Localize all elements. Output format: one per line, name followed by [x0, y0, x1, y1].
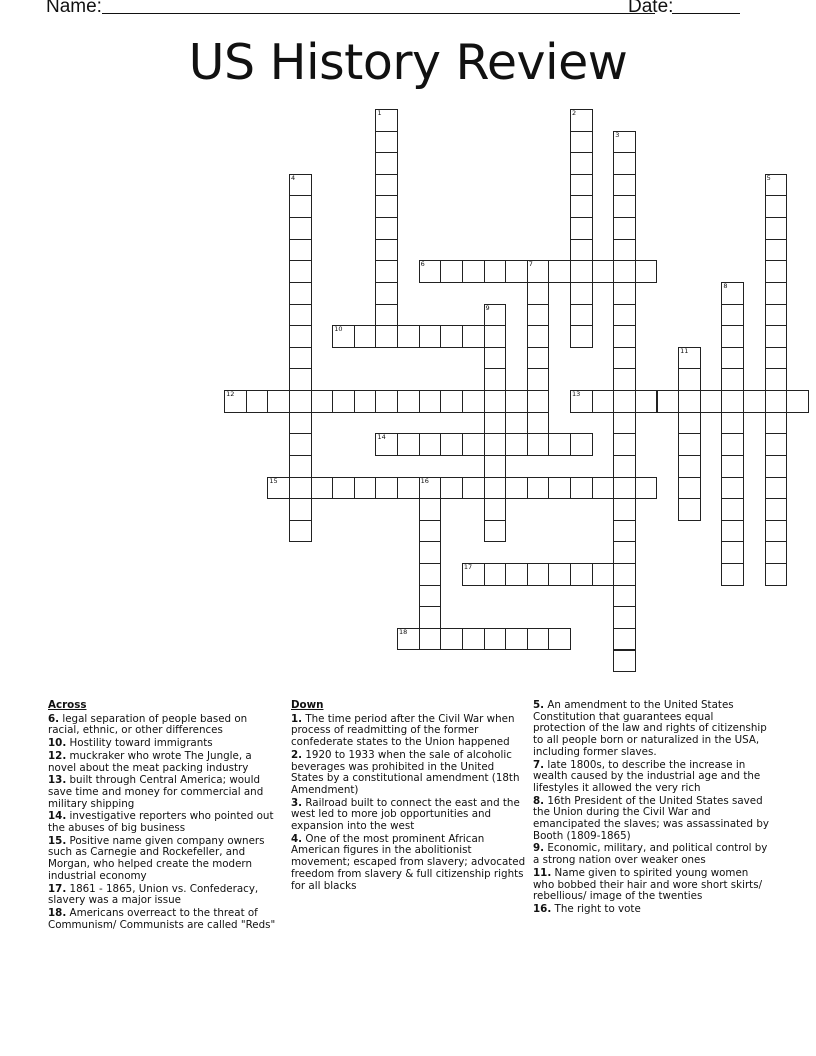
clue-text: 1920 to 1933 when the sale of alcoholic beverages was prohibited in the United States by a constitutional amendment (18th Amendment) [291, 748, 520, 796]
clue-number: 11 [680, 346, 689, 355]
grid-cell[interactable] [613, 325, 636, 348]
clue-number: 16 [420, 476, 429, 485]
clue-text: One of the most prominent African American figures in the abolitionist movement; escaped from slavery; advocated freedom from slavery & full citizenship rights for all blacks [291, 832, 526, 892]
grid-cell[interactable] [419, 390, 442, 413]
grid-cell[interactable] [375, 282, 398, 305]
grid-cell[interactable] [613, 412, 636, 435]
grid-cell[interactable] [332, 325, 355, 348]
grid-cell[interactable] [419, 325, 442, 348]
grid-cell[interactable] [613, 152, 636, 175]
grid-cell[interactable] [527, 368, 550, 391]
grid-cell[interactable] [289, 390, 312, 413]
grid-cell[interactable] [570, 325, 593, 348]
grid-cell[interactable] [678, 390, 701, 413]
grid-cell[interactable] [635, 260, 658, 283]
grid-cell[interactable] [419, 498, 442, 521]
grid-cell[interactable] [375, 260, 398, 283]
grid-cell[interactable] [613, 239, 636, 262]
clue-item [291, 750, 527, 797]
grid-cell[interactable] [375, 152, 398, 175]
grid-cell[interactable] [440, 260, 463, 283]
clue-number: 18. [48, 906, 67, 919]
grid-cell[interactable] [721, 368, 744, 391]
grid-cell[interactable] [311, 477, 334, 500]
grid-cell[interactable] [786, 390, 809, 413]
grid-cell[interactable] [375, 195, 398, 218]
clue-item [48, 836, 280, 883]
grid-cell[interactable] [678, 498, 701, 521]
grid-cell[interactable] [613, 174, 636, 197]
grid-cell[interactable] [375, 477, 398, 500]
grid-cell[interactable] [765, 563, 788, 586]
grid-cell[interactable] [765, 174, 788, 197]
grid-cell[interactable] [678, 368, 701, 391]
grid-cell[interactable] [419, 628, 442, 651]
clue-number: 8. [533, 794, 545, 807]
grid-cell[interactable] [375, 174, 398, 197]
grid-cell[interactable] [289, 347, 312, 370]
clue-item [48, 738, 280, 750]
grid-cell[interactable] [657, 390, 680, 413]
grid-cell[interactable] [332, 390, 355, 413]
grid-cell[interactable] [570, 433, 593, 456]
grid-cell[interactable] [484, 628, 507, 651]
grid-cell[interactable] [613, 628, 636, 651]
grid-cell[interactable] [765, 239, 788, 262]
clue-number: 3 [615, 130, 620, 139]
grid-cell[interactable] [505, 563, 528, 586]
grid-cell[interactable] [743, 390, 766, 413]
grid-cell[interactable] [419, 585, 442, 608]
grid-cell[interactable] [375, 217, 398, 240]
grid-cell[interactable] [721, 347, 744, 370]
grid-cell[interactable] [613, 541, 636, 564]
grid-cell[interactable] [613, 520, 636, 543]
clue-number: 2 [572, 109, 577, 117]
clue-number: 15. [48, 834, 67, 847]
clue-number: 10. [48, 737, 67, 750]
clue-item [48, 884, 280, 907]
grid-cell[interactable] [765, 304, 788, 327]
grid-cell[interactable] [570, 390, 593, 413]
clue-text: muckraker who wrote The Jungle, a novel about the meat packing industry [48, 749, 252, 774]
grid-cell[interactable] [765, 455, 788, 478]
grid-cell[interactable] [721, 563, 744, 586]
grid-cell[interactable] [375, 433, 398, 456]
grid-cell[interactable] [484, 368, 507, 391]
grid-cell[interactable] [570, 174, 593, 197]
clue-number: 13 [572, 390, 581, 399]
clue-number: 14 [377, 433, 386, 442]
grid-cell[interactable] [570, 195, 593, 218]
grid-cell[interactable] [721, 325, 744, 348]
grid-cell[interactable] [548, 563, 571, 586]
clue-number: 8 [723, 281, 728, 290]
grid-cell[interactable] [289, 217, 312, 240]
grid-cell[interactable] [484, 390, 507, 413]
name-label: Name: [46, 0, 102, 17]
grid-cell[interactable] [765, 217, 788, 240]
grid-cell[interactable] [678, 347, 701, 370]
clue-item [533, 868, 769, 903]
grid-cell[interactable] [721, 282, 744, 305]
grid-cell[interactable] [721, 433, 744, 456]
grid-cell[interactable] [570, 477, 593, 500]
grid-cell[interactable] [527, 325, 550, 348]
clue-item [533, 843, 769, 866]
clue-item [533, 700, 769, 759]
across-clues [48, 700, 280, 932]
grid-cell[interactable] [527, 412, 550, 435]
clue-number: 5. [533, 699, 545, 711]
clue-text: The right to vote [551, 902, 641, 915]
grid-cell[interactable] [419, 433, 442, 456]
clue-number: 1 [377, 109, 382, 117]
grid-cell[interactable] [419, 606, 442, 629]
grid-cell[interactable] [765, 195, 788, 218]
clue-text: Hostility toward immigrants [66, 737, 213, 750]
grid-cell[interactable] [289, 282, 312, 305]
grid-cell[interactable] [289, 477, 312, 500]
grid-cell[interactable] [375, 131, 398, 154]
grid-cell[interactable] [765, 282, 788, 305]
grid-cell[interactable] [592, 260, 615, 283]
grid-cell[interactable] [721, 304, 744, 327]
clue-item [48, 908, 280, 931]
clue-number: 9. [533, 842, 545, 855]
date-label: Date: [628, 0, 674, 17]
page-title: US History Review [188, 34, 628, 91]
grid-cell[interactable] [505, 477, 528, 500]
grid-cell[interactable] [678, 412, 701, 435]
grid-cell[interactable] [700, 390, 723, 413]
grid-cell[interactable] [613, 282, 636, 305]
grid-cell[interactable] [419, 541, 442, 564]
grid-cell[interactable] [548, 260, 571, 283]
clue-item [48, 751, 280, 774]
grid-cell[interactable] [548, 433, 571, 456]
clue-number: 9 [485, 303, 490, 312]
grid-cell[interactable] [375, 304, 398, 327]
grid-cell[interactable] [765, 260, 788, 283]
grid-cell[interactable] [462, 325, 485, 348]
grid-cell[interactable] [484, 412, 507, 435]
grid-cell[interactable] [484, 563, 507, 586]
clue-number: 7. [533, 758, 545, 771]
grid-cell[interactable] [613, 260, 636, 283]
across-heading: Across [48, 699, 87, 711]
grid-cell[interactable] [613, 217, 636, 240]
grid-cell[interactable] [397, 433, 420, 456]
grid-cell[interactable] [462, 433, 485, 456]
grid-cell[interactable] [592, 390, 615, 413]
grid-cell[interactable] [527, 563, 550, 586]
grid-cell[interactable] [484, 304, 507, 327]
clue-number: 17 [463, 563, 473, 572]
grid-cell[interactable] [570, 217, 593, 240]
grid-cell[interactable] [527, 282, 550, 305]
grid-cell[interactable] [289, 433, 312, 456]
grid-cell[interactable] [440, 628, 463, 651]
grid-cell[interactable] [613, 433, 636, 456]
grid-cell[interactable] [419, 520, 442, 543]
grid-cell[interactable] [419, 260, 442, 283]
grid-cell[interactable] [505, 433, 528, 456]
grid-cell[interactable] [678, 433, 701, 456]
grid-cell[interactable] [289, 260, 312, 283]
clue-item [291, 714, 527, 749]
grid-cell[interactable] [592, 477, 615, 500]
grid-cell[interactable] [397, 325, 420, 348]
grid-cell[interactable] [721, 498, 744, 521]
grid-cell[interactable] [440, 433, 463, 456]
grid-cell[interactable] [721, 520, 744, 543]
grid-cell[interactable] [635, 477, 658, 500]
clue-text: investigative reporters who pointed out the abuses of big business [48, 810, 274, 835]
grid-cell[interactable] [765, 541, 788, 564]
grid-cell[interactable] [765, 390, 788, 413]
grid-cell[interactable] [462, 390, 485, 413]
grid-cell[interactable] [613, 585, 636, 608]
grid-cell[interactable] [289, 412, 312, 435]
grid-cell[interactable] [505, 260, 528, 283]
grid-cell[interactable] [462, 477, 485, 500]
clue-number: 4. [291, 832, 303, 845]
grid-cell[interactable] [462, 260, 485, 283]
clue-item [533, 904, 769, 916]
grid-cell[interactable] [765, 498, 788, 521]
grid-cell[interactable] [721, 477, 744, 500]
clue-text: The time period after the Civil War when process of readmitting of the former confederate states to the Union happened [291, 712, 515, 749]
grid-cell[interactable] [375, 109, 398, 132]
grid-cell[interactable] [289, 325, 312, 348]
clue-number: 18 [399, 627, 408, 636]
grid-cell[interactable] [527, 477, 550, 500]
grid-cell[interactable] [484, 520, 507, 543]
clue-item [48, 811, 280, 834]
grid-cell[interactable] [289, 520, 312, 543]
grid-cell[interactable] [592, 563, 615, 586]
grid-cell[interactable] [462, 628, 485, 651]
clue-number: 12. [48, 749, 67, 762]
grid-cell[interactable] [570, 239, 593, 262]
clue-item [291, 798, 527, 833]
grid-cell[interactable] [721, 390, 744, 413]
grid-cell[interactable] [635, 390, 658, 413]
grid-cell[interactable] [267, 477, 290, 500]
grid-cell[interactable] [484, 260, 507, 283]
clue-text: 16th President of the United States saved the Union during the Civil War and emancipated the slaves; was assassinated by Booth (1809-1865) [533, 794, 769, 842]
grid-cell[interactable] [613, 606, 636, 629]
clue-number: 6. [48, 712, 60, 725]
grid-cell[interactable] [289, 455, 312, 478]
clue-text: Economic, military, and political control by a strong nation over weaker ones [533, 842, 768, 867]
clue-item [48, 714, 280, 737]
grid-cell[interactable] [613, 650, 636, 673]
clue-number: 10 [334, 325, 343, 334]
grid-cell[interactable] [267, 390, 290, 413]
grid-cell[interactable] [375, 239, 398, 262]
grid-cell[interactable] [289, 239, 312, 262]
grid-cell[interactable] [765, 477, 788, 500]
grid-cell[interactable] [419, 563, 442, 586]
clue-number: 17. [48, 882, 67, 895]
clue-text: An amendment to the United States Constitution that guarantees equal protection of the law and rights of citizenship to all people born or naturalized in the USA, including former slaves. [533, 699, 767, 758]
grid-cell[interactable] [289, 174, 312, 197]
grid-cell[interactable] [678, 477, 701, 500]
grid-cell[interactable] [289, 195, 312, 218]
grid-cell[interactable] [765, 347, 788, 370]
grid-cell[interactable] [721, 541, 744, 564]
clue-number: 3. [291, 796, 303, 809]
grid-cell[interactable] [527, 433, 550, 456]
grid-cell[interactable] [613, 304, 636, 327]
grid-cell[interactable] [570, 260, 593, 283]
clue-number: 4 [290, 173, 296, 182]
clue-number: 5 [766, 173, 771, 182]
grid-cell[interactable] [484, 433, 507, 456]
grid-cell[interactable] [678, 455, 701, 478]
grid-cell[interactable] [570, 152, 593, 175]
grid-cell[interactable] [462, 563, 485, 586]
grid-cell[interactable] [419, 477, 442, 500]
clue-text: late 1800s, to describe the increase in wealth caused by the industrial age and the lifestyles it allowed the very rich [533, 758, 761, 794]
grid-cell[interactable] [332, 477, 355, 500]
grid-cell[interactable] [548, 628, 571, 651]
clue-number: 1. [291, 712, 303, 725]
grid-cell[interactable] [613, 131, 636, 154]
clue-text: Railroad built to connect the east and the west led to more job opportunities and expansion into the west [291, 796, 520, 833]
clue-number: 12 [226, 390, 235, 399]
clue-text: Americans overreact to the threat of Communism/ Communists are called "Reds" [48, 906, 276, 931]
grid-cell[interactable] [765, 433, 788, 456]
grid-cell[interactable] [721, 455, 744, 478]
grid-cell[interactable] [505, 390, 528, 413]
clue-text: built through Central America; would save time and money for commercial and military shipping [48, 774, 264, 810]
clue-number: 16. [533, 902, 552, 915]
clue-text: Positive name given company owners such as Carnegie and Rockefeller, and Morgan, who helped create the modern industrial economy [48, 834, 265, 882]
grid-cell[interactable] [570, 563, 593, 586]
clue-number: 13. [48, 774, 67, 787]
grid-cell[interactable] [440, 477, 463, 500]
grid-cell[interactable] [397, 390, 420, 413]
down-clues [291, 700, 527, 893]
grid-cell[interactable] [484, 498, 507, 521]
grid-cell[interactable] [613, 498, 636, 521]
grid-cell[interactable] [613, 390, 636, 413]
clue-item [533, 760, 769, 795]
grid-cell[interactable] [721, 412, 744, 435]
grid-cell[interactable] [289, 304, 312, 327]
grid-cell[interactable] [289, 368, 312, 391]
clue-text: legal separation of people based on racial, ethnic, or other differences [48, 712, 248, 737]
grid-cell[interactable] [613, 368, 636, 391]
grid-cell[interactable] [613, 563, 636, 586]
down-heading: Down [291, 699, 324, 711]
grid-cell[interactable] [397, 477, 420, 500]
clue-number: 6 [420, 260, 425, 269]
grid-cell[interactable] [570, 304, 593, 327]
grid-cell[interactable] [484, 347, 507, 370]
clue-number: 14. [48, 810, 67, 823]
grid-cell[interactable] [613, 195, 636, 218]
grid-cell[interactable] [527, 390, 550, 413]
grid-cell[interactable] [613, 455, 636, 478]
grid-cell[interactable] [354, 325, 377, 348]
grid-cell[interactable] [397, 628, 420, 651]
grid-cell[interactable] [765, 325, 788, 348]
grid-cell[interactable] [354, 477, 377, 500]
grid-cell[interactable] [224, 390, 247, 413]
down-clues-continued [533, 700, 769, 917]
grid-cell[interactable] [527, 304, 550, 327]
grid-cell[interactable] [527, 260, 550, 283]
clue-number: 15 [269, 476, 278, 485]
grid-cell[interactable] [613, 477, 636, 500]
grid-cell[interactable] [484, 477, 507, 500]
clue-item [48, 775, 280, 810]
clue-text: 1861 - 1865, Union vs. Confederacy, slavery was a major issue [48, 882, 259, 907]
grid-cell[interactable] [375, 390, 398, 413]
grid-cell[interactable] [484, 455, 507, 478]
clue-item [291, 834, 527, 893]
grid-cell[interactable] [613, 347, 636, 370]
grid-cell[interactable] [505, 628, 528, 651]
grid-cell[interactable] [311, 390, 334, 413]
grid-cell[interactable] [570, 131, 593, 154]
grid-cell[interactable] [765, 368, 788, 391]
clue-number: 7 [528, 260, 533, 269]
grid-cell[interactable] [527, 628, 550, 651]
clue-text: Name given to spirited young women who bobbed their hair and wore short skirts/ rebellious/ image of the twenties [533, 866, 763, 903]
grid-cell[interactable] [765, 412, 788, 435]
grid-cell[interactable] [354, 390, 377, 413]
grid-cell[interactable] [289, 498, 312, 521]
grid-cell[interactable] [375, 325, 398, 348]
grid-cell[interactable] [570, 282, 593, 305]
grid-cell[interactable] [440, 390, 463, 413]
grid-cell[interactable] [527, 347, 550, 370]
clue-number: 2. [291, 748, 303, 761]
clue-item [533, 796, 769, 843]
grid-cell[interactable] [570, 109, 593, 132]
grid-cell[interactable] [484, 325, 507, 348]
grid-cell[interactable] [548, 477, 571, 500]
grid-cell[interactable] [765, 520, 788, 543]
grid-cell[interactable] [246, 390, 269, 413]
grid-cell[interactable] [440, 325, 463, 348]
clue-number: 11. [533, 866, 552, 879]
